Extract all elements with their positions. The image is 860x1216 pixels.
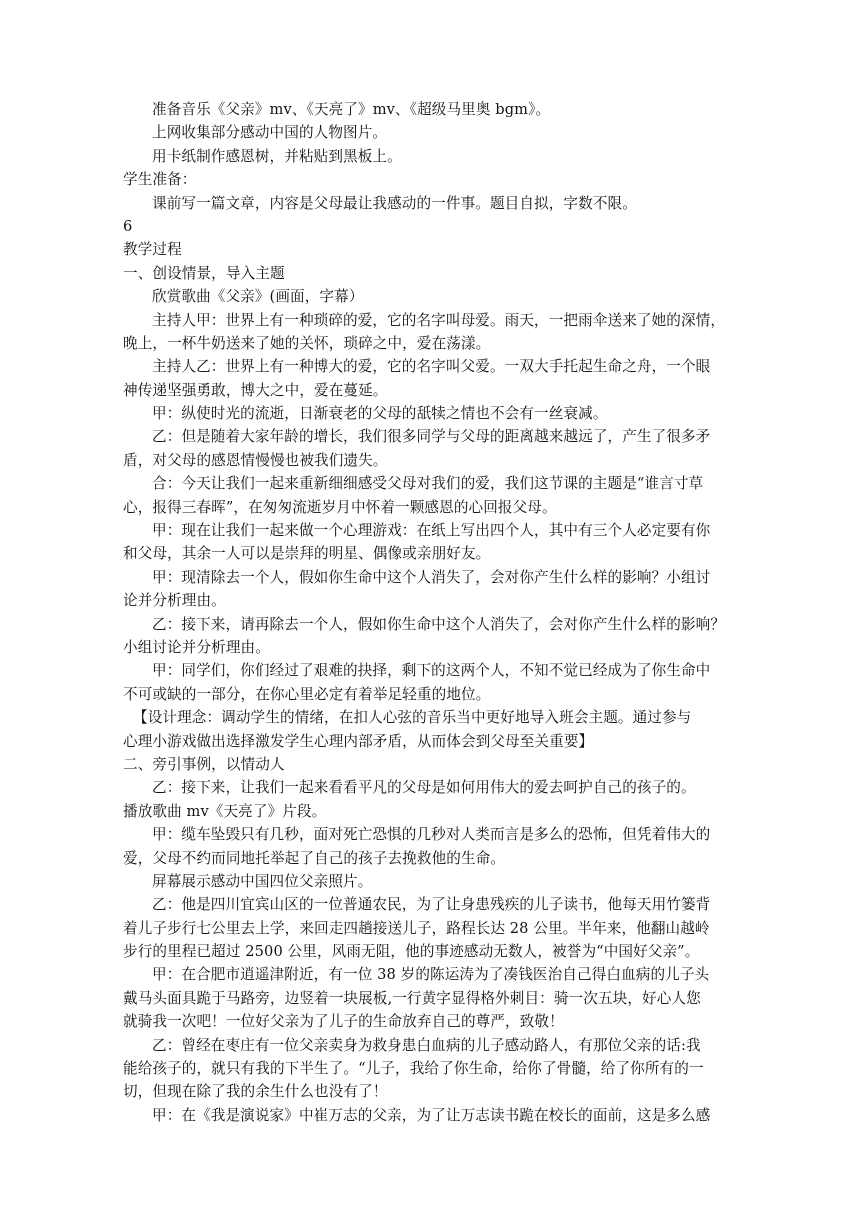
text-line: 乙：曾经在枣庄有一位父亲卖身为救身患白血病的儿子感动路人，有那位父亲的话:我 (152, 1036, 701, 1054)
text-line: 乙：他是四川宜宾山区的一位普通农民，为了让身患残疾的儿子读书，他每天用竹篓背 (152, 896, 711, 914)
text-line: 甲：在合肥市逍遥津附近，有一位 38 岁的陈运涛为了凑钱医治自己得白血病的儿子头 (152, 966, 710, 984)
text-line: 小组讨论并分析理由。 (123, 638, 270, 656)
text-line: 合：今天让我们一起来重新细细感受父母对我们的爱，我们这节课的主题是“谁言寸草 (152, 475, 704, 493)
text-line: 屏幕展示感动中国四位父亲照片。 (152, 872, 373, 890)
text-line: 学生准备： (123, 171, 197, 189)
text-line: 教学过程 (123, 241, 182, 259)
text-line: 上网收集部分感动中国的人物图片。 (152, 124, 388, 142)
text-line: 播放歌曲 mv《天亮了》片段。 (123, 802, 327, 820)
text-line: 准备音乐《父亲》mv、《天亮了》mv、《超级马里奥 bgm》。 (152, 101, 551, 118)
text-line: 和父母，其余一人可以是崇拜的明星、偶像或亲朋好友。 (123, 545, 491, 563)
text-line: 能给孩子的，就只有我的下半生了。“儿子，我给了你生命，给你了骨髓，给了你所有的一 (123, 1060, 704, 1078)
text-line: 一、创设情景，导入主题 (123, 264, 285, 282)
text-line: 【设计理念：调动学生的情绪，在扣人心弦的音乐当中更好地导入班会主题。通过参与 (133, 709, 692, 727)
text-line: 欣赏歌曲《父亲》(画面，字幕） (152, 288, 364, 306)
text-line: 盾，对父母的感恩情慢慢也被我们遗失。 (123, 451, 388, 469)
text-line: 主持人甲：世界上有一种琐碎的爱，它的名字叫母爱。雨天，一把雨伞送来了她的深情， (152, 311, 726, 329)
text-line: 不可或缺的一部分，在你心里必定有着举足轻重的地位。 (123, 685, 491, 703)
text-line: 乙：但是随着大家年龄的增长，我们很多同学与父母的距离越来越远了，产生了很多矛 (152, 428, 711, 446)
text-line: 着儿子步行七公里去上学，来回走四趟接送儿子，路程长达 28 公里。半年来，他翻山越岭 (123, 919, 710, 937)
text-line: 主持人乙：世界上有一种博大的爱，它的名字叫父爱。一双大手托起生命之舟，一个眼 (152, 358, 711, 376)
text-line: 心理小游戏做出选择激发学生心理内部矛盾，从而体会到父母至关重要】 (123, 732, 594, 750)
text-line: 心，报得三春晖”，在匆匆流逝岁月中怀着一颗感恩的心回报父母。 (123, 498, 557, 516)
text-line: 步行的里程已超过 2500 公里，风雨无阻，他的事迹感动无数人，被誉为“中国好父亲”。 (123, 943, 700, 961)
text-line: 乙：接下来，请再除去一个人，假如你生命中这个人消失了，会对你产生什么样的影响？ (152, 615, 726, 633)
text-line: 乙：接下来，让我们一起来看看平凡的父母是如何用伟大的爱去呵护自己的孩子的。 (152, 779, 696, 797)
text-line: 甲：纵使时光的流逝，日渐衰老的父母的舐犊之情也不会有一丝衰减。 (152, 405, 608, 423)
document-page (123, 98, 741, 1127)
text-line: 甲：同学们，你们经过了艰难的抉择，剩下的这两个人，不知不觉已经成为了你生命中 (152, 662, 711, 680)
text-line: 课前写一篇文章，内容是父母最让我感动的一件事。题目自拟，字数不限。 (152, 194, 637, 212)
text-line: 甲：现在让我们一起来做一个心理游戏：在纸上写出四个人，其中有三个人必定要有你 (152, 522, 711, 540)
text-line: 用卡纸制作感恩树，并粘贴到黑板上。 (152, 147, 402, 165)
text-line: 神传递坚强勇敢，博大之中，爱在蔓延。 (123, 381, 388, 399)
text-line: 甲：缆车坠毁只有几秒，面对死亡恐惧的几秒对人类而言是多么的恐怖，但凭着伟大的 (152, 826, 711, 844)
text-line: 切，但现在除了我的余生什么也没有了！ (123, 1083, 388, 1101)
text-line: 甲：在《我是演说家》中崔万志的父亲，为了让万志读书跪在校长的面前，这是多么感 (152, 1106, 711, 1124)
text-line: 6 (123, 217, 133, 235)
text-line: 论并分析理由。 (123, 592, 226, 610)
text-line: 二、旁引事例，以情动人 (123, 755, 285, 773)
text-line: 戴马头面具跪于马路旁，边竖着一块展板,一行黄字显得格外刺目：骑一次五块，好心人您 (123, 989, 701, 1007)
text-line: 甲：现清除去一个人，假如你生命中这个人消失了，会对你产生什么样的影响？小组讨 (152, 568, 711, 586)
text-line: 爱，父母不约而同地托举起了自己的孩子去挽救他的生命。 (123, 849, 506, 867)
text-line: 晚上，一杯牛奶送来了她的关怀，琐碎之中，爱在荡漾。 (123, 334, 491, 352)
text-line: 就骑我一次吧！一位好父亲为了儿子的生命放弃自己的尊严，致敬！ (123, 1013, 564, 1031)
